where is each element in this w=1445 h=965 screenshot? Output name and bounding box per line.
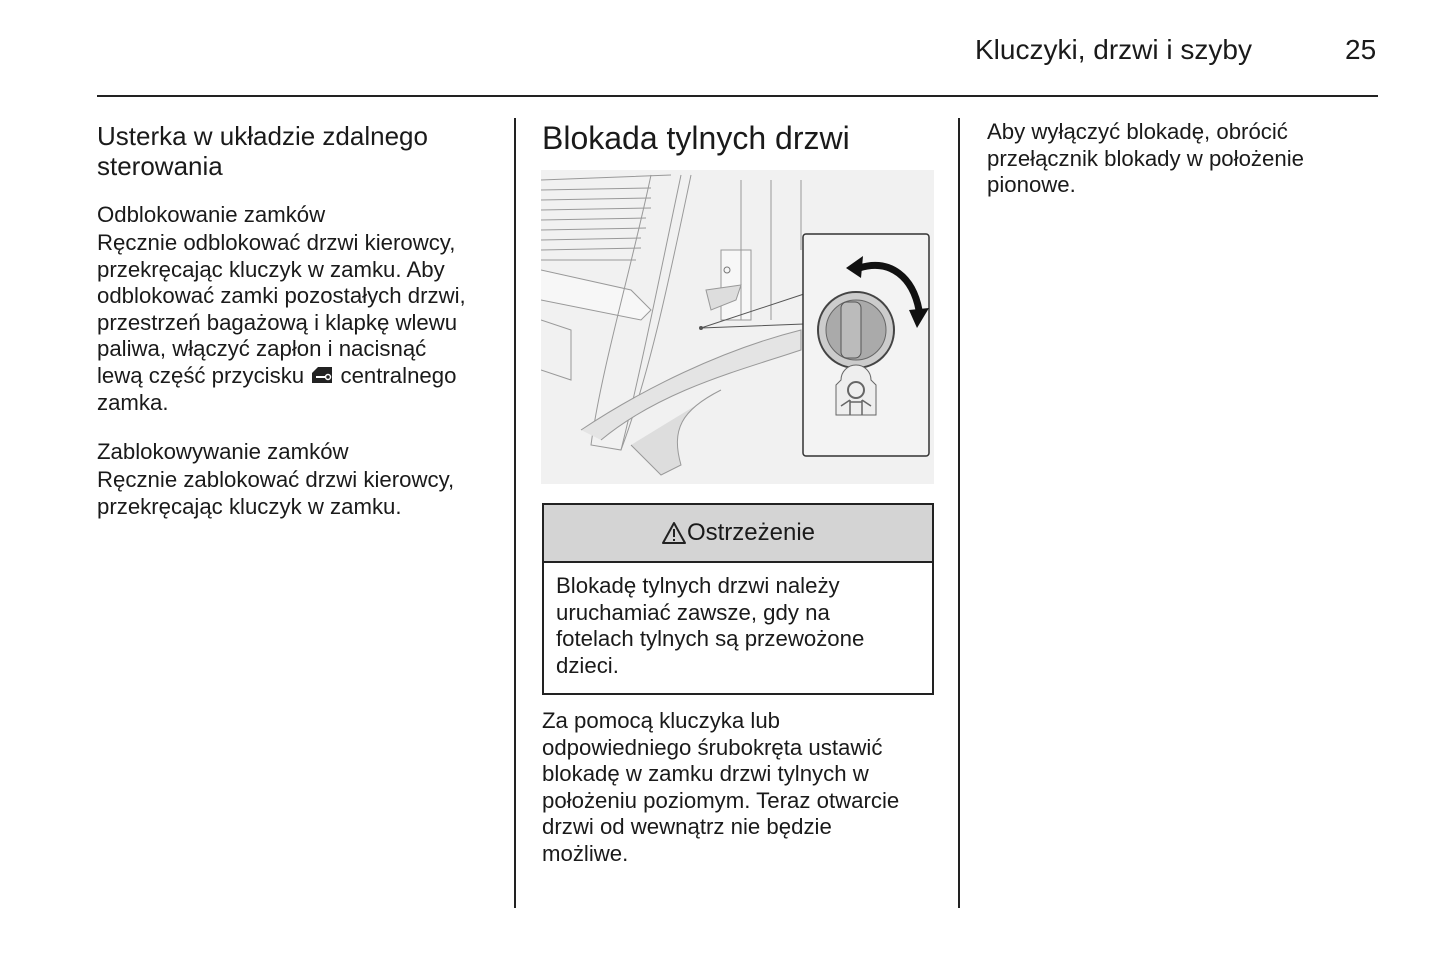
unlock-paragraph bbox=[97, 230, 507, 416]
warning-triangle-icon bbox=[661, 521, 687, 545]
child-lock-paragraph: Za pomocą kluczyka lub odpowiedniego śrubokręta ustawić blokadę w zamku drzwi tylnych w położeniu poziomym. Teraz otwarcie drzwi od wewnątrz nie będzie możliwe. bbox=[542, 708, 900, 866]
column-divider bbox=[514, 118, 516, 908]
column-divider bbox=[958, 118, 960, 908]
unlock-text: Ręcznie odblokować drzwi kierowcy, przekręcając kluczyk w zamku. Aby odblokować zamki pozostałych drzwi, przestrzeń bagażową i klapkę wlewu paliwa, włączyć zapłon i nacisnąć lewą część przycisku bbox=[97, 230, 466, 388]
door-lock-button-icon bbox=[310, 365, 334, 385]
warning-text: Blokadę tylnych drzwi należy uruchamiać zawsze, gdy na fotelach tylnych są przewożone dzieci. bbox=[556, 573, 865, 678]
subsection-heading-lock: Zablokowywanie zamków bbox=[97, 439, 349, 464]
page-number: 25 bbox=[1345, 34, 1377, 65]
lock-paragraph: Ręcznie zablokować drzwi kierowcy, przekręcając kluczyk w zamku. bbox=[97, 467, 455, 519]
warning-title: Ostrzeżenie bbox=[686, 519, 816, 546]
section-heading: Usterka w układzie zdalnego sterowania bbox=[97, 121, 428, 181]
header-rule bbox=[97, 95, 1378, 97]
section-heading: Blokada tylnych drzwi bbox=[542, 120, 850, 156]
subsection-heading-unlock: Odblokowanie zamków bbox=[97, 202, 326, 227]
warning-box bbox=[542, 503, 934, 695]
chapter-title: Kluczyki, drzwi i szyby bbox=[975, 34, 1252, 65]
unlock-text-cont: centralnego zamka. bbox=[97, 362, 457, 415]
disable-lock-paragraph: Aby wyłączyć blokadę, obrócić przełącznik blokady w położenie pionowe. bbox=[987, 119, 1304, 198]
warning-header bbox=[544, 505, 932, 563]
rear-door-child-lock-illustration bbox=[541, 170, 934, 484]
